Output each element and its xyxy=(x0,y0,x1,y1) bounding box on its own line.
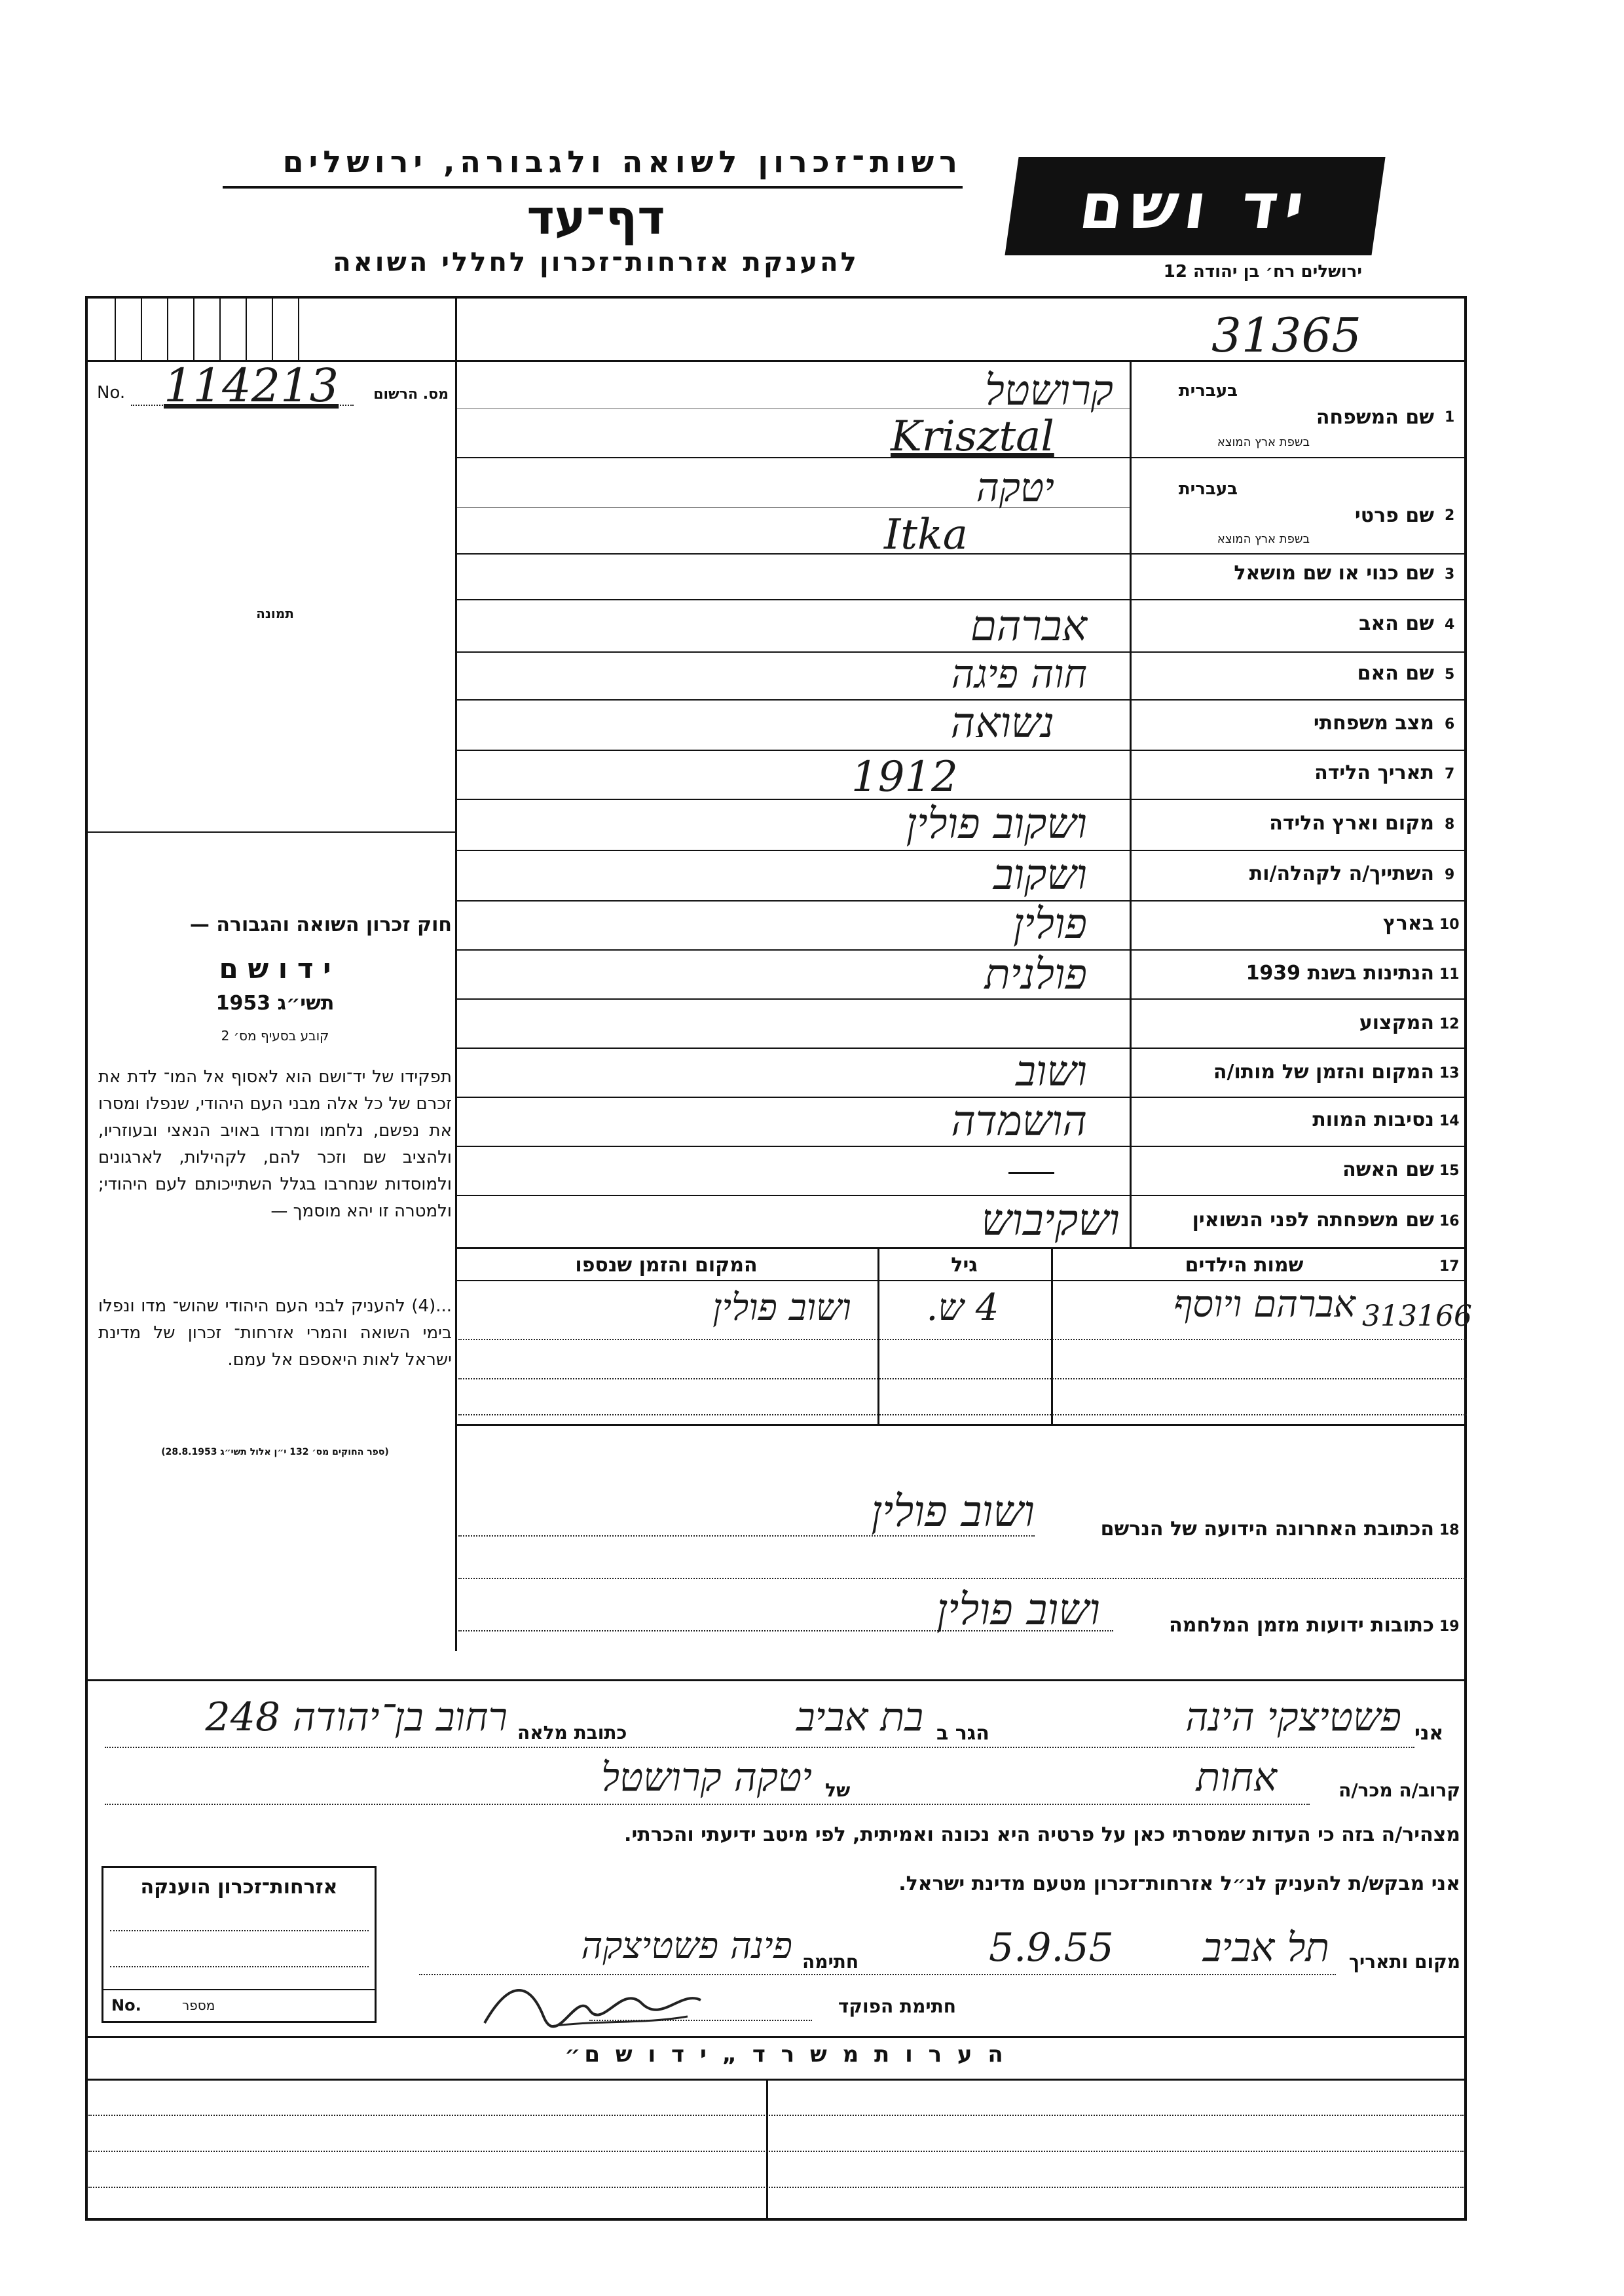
field-2-value-hebrew: יטקה xyxy=(976,465,1054,511)
field-2-number: 2 xyxy=(1445,507,1455,524)
authority-underline xyxy=(223,186,963,189)
decl-date: 5.9.55 xyxy=(989,1925,1114,1971)
decl-relation: אחות xyxy=(1196,1755,1277,1800)
official-signature-scribble xyxy=(471,1964,747,2043)
field-18-number: 18 xyxy=(1439,1522,1460,1539)
field-8-value: ושקוב פולין xyxy=(906,800,1087,848)
field-6-label: מצב משפחתי xyxy=(1313,712,1434,735)
decl-declarant: פשטיצקי הינה xyxy=(1185,1694,1401,1740)
decl-signature-label: חתימה xyxy=(802,1951,859,1973)
registration-label: מס. הרשום xyxy=(373,386,449,403)
decl-shel: של xyxy=(825,1779,851,1801)
field-15-label: שם האשה xyxy=(1342,1158,1434,1181)
field-5-value: חוה פיגה xyxy=(951,651,1087,697)
child-1-age: 4 ש. xyxy=(926,1286,999,1329)
field-14-label: נסיבות המוות xyxy=(1312,1108,1434,1131)
children-col-age: גיל xyxy=(951,1254,978,1277)
field-3-label: שם כנוי או שם מושאל xyxy=(1234,562,1434,585)
field-7-value: 1912 xyxy=(851,753,958,801)
decl-address-label: כתובת מלאה xyxy=(517,1722,627,1743)
authority-title: רשות־זכרון לשואה ולגבורה, ירושלים xyxy=(282,144,963,179)
field-5-number: 5 xyxy=(1445,666,1455,683)
field-12-label: המקצוע xyxy=(1359,1011,1434,1034)
field-19-label: כתובות ידועות מזמן המלחמה xyxy=(1169,1614,1434,1637)
decl-ani: אני xyxy=(1414,1722,1444,1745)
field-1-number: 1 xyxy=(1445,409,1455,426)
field-13-label: המקום והזמן של מותו/ה xyxy=(1213,1061,1434,1084)
children-col-names: שמות הילדים xyxy=(1185,1254,1304,1277)
law-text-2: ...(4) להעניק לבני העם היהודי שהוש־ מדו ונפלו בימי השואה והמרי אזרחות־ זכרון של מדינת ישראל לאות היאספם אל עמם. xyxy=(98,1296,452,1370)
field-1-label: שם המשפחה xyxy=(1316,406,1434,429)
decl-gar-b: הגר ב xyxy=(936,1722,989,1745)
field-18-label: הכתובת האחרונה הידועה של הנרשם xyxy=(1100,1518,1434,1540)
law-title: חוק זכרון השואה והגבורה — xyxy=(189,913,452,936)
form-subtitle: להענקת אזרחות־זכרון לחללי השואה xyxy=(333,247,859,278)
field-1-value-hebrew: קרושטל xyxy=(985,367,1113,415)
certificate-box xyxy=(101,1866,377,2023)
field-15-dash xyxy=(1008,1172,1054,1174)
logo-text: יד ושם xyxy=(1075,170,1316,243)
field-4-value: אברהם xyxy=(970,602,1087,651)
field-5-label: שם האם xyxy=(1357,662,1434,685)
field-16-label: שם משפחתה לפני הנשואין xyxy=(1192,1209,1434,1231)
field-2-label: שם פרטי xyxy=(1354,504,1434,527)
law-year: תשי״ג 1953 xyxy=(215,992,335,1015)
top-file-number: 31365 xyxy=(1211,308,1362,363)
field-6-number: 6 xyxy=(1445,716,1455,733)
decl-official-label: חתימת הפוקד xyxy=(838,1995,956,2017)
field-6-value: נשואה xyxy=(950,699,1054,748)
decl-subject: יטקה קרושטל xyxy=(600,1755,812,1800)
header-address: ירושלים רח׳ בן יהודה 12 xyxy=(1163,262,1362,282)
photo-label: תמונה xyxy=(256,606,294,621)
decl-signature: פינה פשטיצקה xyxy=(581,1925,792,1967)
field-8-number: 8 xyxy=(1445,816,1455,833)
field-14-value: הושמדה xyxy=(951,1097,1087,1146)
decl-statement-1: מצהיר/ה בזה כי העדות שמסרתי כאן על פרטיה היא נכונה ואמיתית, לפי מיטב ידיעתי והכרתי. xyxy=(624,1823,1460,1846)
field-13-number: 13 xyxy=(1439,1065,1460,1082)
field-2-sub-hebrew: בעברית xyxy=(1178,479,1238,499)
field-10-number: 10 xyxy=(1439,917,1460,933)
field-7-label: תאריך הלידה xyxy=(1314,761,1434,784)
field-7-number: 7 xyxy=(1445,766,1455,782)
field-19-value: ושוב פולין xyxy=(936,1584,1100,1635)
decl-relative-label: קרוב/ה מכר/ה xyxy=(1338,1779,1460,1801)
certificate-no-label: No. xyxy=(111,1996,141,2014)
law-text-1: תפקידו של יד־ושם הוא לאסוף אל המו־ לדת את זכרם של כל אלה מבני העם היהודי, שנפלו ומסרו את נפשם, נלחמו ומרדו באויב הנאצי ובעוזריו, ולהציב שם וזכר להם, לקהילות, לארגונים ולמוסדות שנחרבו בגלל השתייכותם לעם היהודי; ולמטרה זו יהא מוסמך — xyxy=(98,1067,452,1221)
field-2-value-native: Itka xyxy=(884,511,968,559)
remarks-title: ה ע ר ו ת מ ש ר ד „ י ד ו ש ם״ xyxy=(564,2041,1007,2068)
field-1-sub-native: בשפת ארץ המוצא xyxy=(1217,435,1310,449)
field-11-number: 11 xyxy=(1439,966,1460,983)
decl-place: תל אביב xyxy=(1202,1925,1329,1971)
certificate-number-label: מספר xyxy=(182,1997,215,2013)
law-footnote: (ספר החוקים מס׳ 132 י״ן אלול תשי״ג 28.8.1953) xyxy=(161,1447,389,1457)
field-11-label: הנתינות בשנת 1939 xyxy=(1246,962,1434,985)
field-10-value: פולין xyxy=(1013,900,1087,949)
child-1-id: 313166 xyxy=(1362,1300,1472,1333)
field-9-value: ושקוב xyxy=(993,851,1087,900)
decl-city: בת אביב xyxy=(796,1694,923,1740)
field-4-label: שם האב xyxy=(1359,612,1434,635)
field-1-sub-hebrew: בעברית xyxy=(1178,381,1238,401)
field-4-number: 4 xyxy=(1445,617,1455,633)
field-18-value: ושוב פולין xyxy=(871,1486,1035,1537)
field-11-value: פולנית xyxy=(984,951,1087,999)
field-3-number: 3 xyxy=(1445,566,1455,583)
field-12-number: 12 xyxy=(1439,1016,1460,1032)
form-title: דף־עד xyxy=(526,190,665,245)
field-14-number: 14 xyxy=(1439,1113,1460,1129)
registration-no-label: No. xyxy=(97,383,126,403)
yad-vashem-logo xyxy=(1005,157,1385,255)
law-name: י ד ו ש ם xyxy=(219,953,331,985)
field-16-number: 16 xyxy=(1439,1213,1460,1230)
certificate-title: אזרחות־זכרון הוענקה xyxy=(140,1876,338,1899)
field-2-sub-native: בשפת ארץ המוצא xyxy=(1217,532,1310,546)
field-9-number: 9 xyxy=(1445,867,1455,883)
field-16-value: ושקיבוש xyxy=(981,1195,1120,1245)
field-13-value: ושוב xyxy=(1016,1048,1087,1096)
law-clause: קובע בסעיף מס׳ 2 xyxy=(221,1028,329,1044)
field-17-number: 17 xyxy=(1439,1258,1460,1275)
registration-number: 114213 xyxy=(164,359,339,412)
field-19-number: 19 xyxy=(1439,1618,1460,1635)
decl-address: רחוב בן־יהודה 248 xyxy=(205,1694,507,1740)
children-col-place: המקום והזמן שנספו xyxy=(575,1254,758,1277)
child-1-place: ושוב פולין xyxy=(712,1286,851,1329)
field-9-label: השתייך/ה לקהלה/ות xyxy=(1249,862,1434,885)
child-1-name: אברהם ויוסף xyxy=(1173,1283,1356,1326)
field-10-label: בארץ xyxy=(1382,912,1434,935)
field-8-label: מקום וארץ הלידה xyxy=(1269,812,1434,835)
decl-place-date-label: מקום ותאריך xyxy=(1348,1951,1460,1973)
field-15-number: 15 xyxy=(1439,1163,1460,1179)
field-1-value-native: Krisztal xyxy=(891,412,1054,461)
decl-statement-2: אני מבקש/ת להעניק לנ״ל אזרחות־זכרון מטעם מדינת ישראל. xyxy=(898,1872,1460,1895)
